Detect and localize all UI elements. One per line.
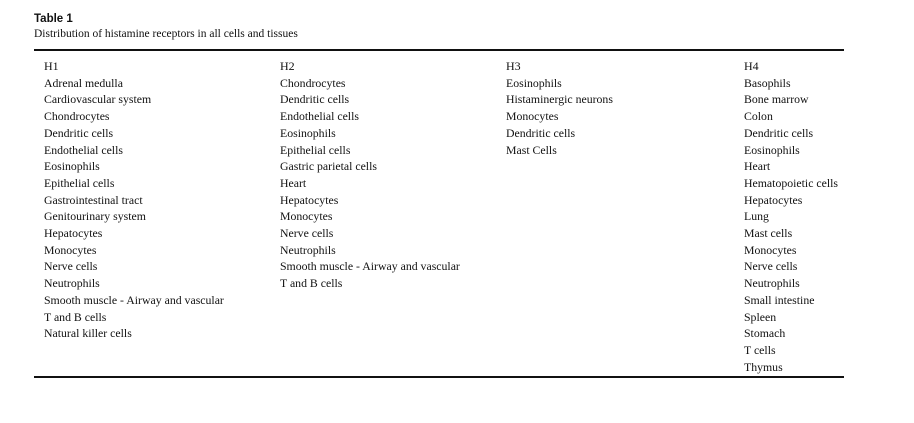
table-cell: T and B cells [280,276,343,291]
column-h2 [280,58,460,292]
table-cell: Gastric parietal cells [280,159,377,174]
table-cell: Dendritic cells [744,125,814,140]
table-cell: T cells [744,342,776,357]
table-cell: Eosinophils [744,142,800,157]
column-header-h4: H4 [744,59,759,73]
table-cell: Dendritic cells [506,125,576,140]
column-h1 [44,58,224,342]
table-cell: Small intestine [744,292,815,307]
table-cell: Basophils [744,75,791,90]
table-cell: Monocytes [44,242,97,257]
table-cell: Dendritic cells [44,125,114,140]
column-h3 [506,58,613,158]
column-list-h3 [506,75,613,159]
table-cell: Chondrocytes [44,109,110,124]
table-cell: Eosinophils [44,159,100,174]
table-cell: Nerve cells [280,226,334,241]
column-header-h1: H1 [44,59,59,73]
table-cell: Heart [280,175,307,190]
table-cell: Adrenal medulla [44,75,123,90]
column-header-h3: H3 [506,59,521,73]
table-cell: Nerve cells [744,259,798,274]
table-cell: Hepatocytes [744,192,803,207]
table-cell: Eosinophils [280,125,336,140]
table-cell: Mast cells [744,226,793,241]
table-cell: Heart [744,159,771,174]
table-cell: Histaminergic neurons [506,92,613,107]
column-list-h4 [744,75,838,376]
table-cell: Smooth muscle - Airway and vascular [44,292,224,307]
table-cell: Eosinophils [506,75,562,90]
table-cell: Colon [744,109,773,124]
column-h4 [744,58,838,375]
table-cell: Thymus [744,359,783,374]
table-cell: Hematopoietic cells [744,175,839,190]
table-cell: Endothelial cells [280,109,359,124]
table-cell: Mast Cells [506,142,557,157]
table-cell: Chondrocytes [280,75,346,90]
table-cell: Monocytes [744,242,797,257]
table-cell: Endothelial cells [44,142,123,157]
table-cell: Spleen [744,309,777,324]
table-bottom-rule [34,376,844,378]
table-body [34,51,844,374]
column-header-h2: H2 [280,59,295,73]
table-cell: T and B cells [44,309,107,324]
table-cell: Natural killer cells [44,326,132,341]
table-cell: Bone marrow [744,92,809,107]
table-cell: Neutrophils [744,276,800,291]
table-cell: Smooth muscle - Airway and vascular [280,259,460,274]
table-cell: Epithelial cells [280,142,351,157]
column-list-h1 [44,75,224,342]
table-cell: Genitourinary system [44,209,146,224]
table-cell: Gastrointestinal tract [44,192,143,207]
table-label: Table 1 [34,13,73,25]
table-cell: Lung [744,209,769,224]
table-caption: Distribution of histamine receptors in all cells and tissues [34,28,298,40]
table-cell: Stomach [744,326,786,341]
table-cell: Hepatocytes [44,226,103,241]
table-cell: Monocytes [506,109,559,124]
table-cell: Hepatocytes [280,192,339,207]
table-cell: Neutrophils [44,276,100,291]
table-cell: Monocytes [280,209,333,224]
table-container [34,12,844,374]
column-list-h2 [280,75,460,292]
table-cell: Nerve cells [44,259,98,274]
table-cell: Neutrophils [280,242,336,257]
table-cell: Cardiovascular system [44,92,152,107]
table-cell: Dendritic cells [280,92,350,107]
table-cell: Epithelial cells [44,175,115,190]
